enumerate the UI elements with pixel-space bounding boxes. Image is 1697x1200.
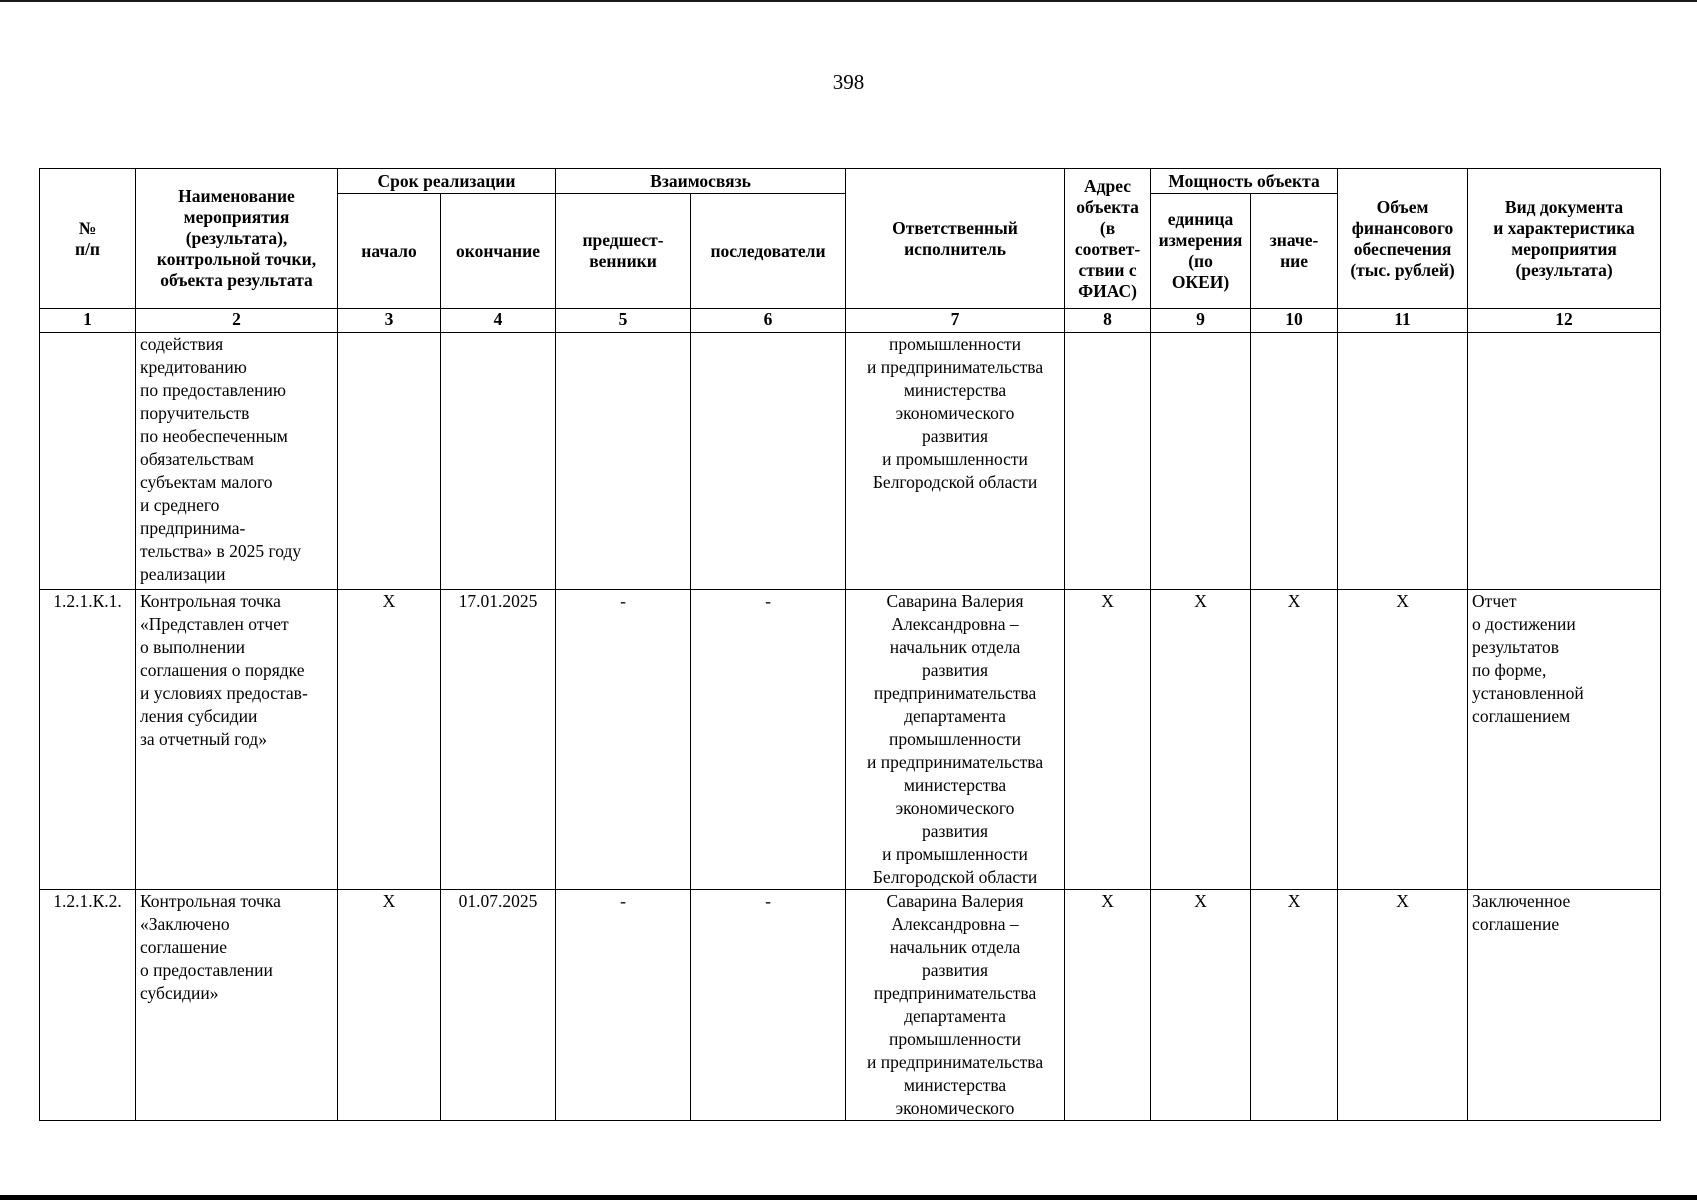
col-header-predecessors: предшест- венники	[556, 194, 691, 309]
table-row	[40, 333, 1661, 590]
page-number: 398	[832, 70, 865, 94]
cell-finance: X	[1338, 890, 1468, 1121]
cell-executor: Саварина Валерия Александровна – начальник отдела развития предпринимательства департамента промышленности и предпринимательства министерства экономического развития и промышленности Белгородской области	[846, 590, 1065, 890]
cell-executor: Саварина Валерия Александровна – начальник отдела развития предпринимательства департамента промышленности и предпринимательства министерства экономического	[846, 890, 1065, 1121]
cell-value: X	[1251, 890, 1338, 1121]
scan-bottom-edge	[0, 1195, 1697, 1200]
cell-num	[40, 333, 136, 590]
col-header-doc: Вид документа и характеристика мероприятия (результата)	[1468, 169, 1661, 309]
col-header-value: значе- ние	[1251, 194, 1338, 309]
column-number: 11	[1338, 309, 1468, 333]
header-row-top	[40, 169, 1661, 194]
table-row	[40, 590, 1661, 890]
cell-address: X	[1065, 590, 1151, 890]
col-header-relation: Взаимосвязь	[556, 169, 846, 194]
cell-successors: -	[691, 590, 846, 890]
cell-finance: X	[1338, 590, 1468, 890]
cell-unit: X	[1151, 890, 1251, 1121]
cell-unit: X	[1151, 590, 1251, 890]
col-header-finance: Объем финансового обеспечения (тыс. рублей)	[1338, 169, 1468, 309]
cell-predecessors: -	[556, 890, 691, 1121]
cell-end	[441, 333, 556, 590]
cell-doc	[1468, 333, 1661, 590]
column-number: 12	[1468, 309, 1661, 333]
col-header-period: Срок реализации	[338, 169, 556, 194]
cell-finance	[1338, 333, 1468, 590]
col-header-successors: последователи	[691, 194, 846, 309]
cell-num: 1.2.1.К.2.	[40, 890, 136, 1121]
col-header-unit: единица измерения (по ОКЕИ)	[1151, 194, 1251, 309]
col-header-start: начало	[338, 194, 441, 309]
col-header-capacity: Мощность объекта	[1151, 169, 1338, 194]
column-number: 1	[40, 309, 136, 333]
activities-table	[39, 168, 1661, 1121]
col-header-address: Адрес объекта (в соответ- ствии с ФИАС)	[1065, 169, 1151, 309]
col-header-executor: Ответственный исполнитель	[846, 169, 1065, 309]
cell-predecessors: -	[556, 590, 691, 890]
cell-start: X	[338, 590, 441, 890]
cell-doc: Отчет о достижении результатов по форме, установленной соглашением	[1468, 590, 1661, 890]
col-header-end: окончание	[441, 194, 556, 309]
column-number: 3	[338, 309, 441, 333]
cell-name: содействия кредитованию по предоставлению поручительств по необеспеченным обязательствам субъектам малого и среднего предпринима- тельства» в 2025 году реализации	[136, 333, 338, 590]
table-row	[40, 890, 1661, 1121]
column-number: 6	[691, 309, 846, 333]
cell-start: X	[338, 890, 441, 1121]
cell-executor: промышленности и предпринимательства министерства экономического развития и промышленности Белгородской области	[846, 333, 1065, 590]
cell-address	[1065, 333, 1151, 590]
cell-unit	[1151, 333, 1251, 590]
cell-value	[1251, 333, 1338, 590]
cell-name: Контрольная точка «Представлен отчет о выполнении соглашения о порядке и условиях предостав- ления субсидии за отчетный год»	[136, 590, 338, 890]
column-number: 5	[556, 309, 691, 333]
column-number: 2	[136, 309, 338, 333]
cell-end: 01.07.2025	[441, 890, 556, 1121]
column-number: 9	[1151, 309, 1251, 333]
cell-start	[338, 333, 441, 590]
cell-successors	[691, 333, 846, 590]
cell-successors: -	[691, 890, 846, 1121]
cell-num: 1.2.1.К.1.	[40, 590, 136, 890]
cell-address: X	[1065, 890, 1151, 1121]
cell-value: X	[1251, 590, 1338, 890]
column-number: 4	[441, 309, 556, 333]
cell-name: Контрольная точка «Заключено соглашение о предоставлении субсидии»	[136, 890, 338, 1121]
col-header-name: Наименование мероприятия (результата), контрольной точки, объекта результата	[136, 169, 338, 309]
column-number: 7	[846, 309, 1065, 333]
scan-top-edge	[0, 0, 1697, 2]
cell-predecessors	[556, 333, 691, 590]
cell-end: 17.01.2025	[441, 590, 556, 890]
cell-doc: Заключенное соглашение	[1468, 890, 1661, 1121]
column-number: 10	[1251, 309, 1338, 333]
column-number: 8	[1065, 309, 1151, 333]
column-numbers-row	[40, 309, 1661, 333]
col-header-num: № п/п	[40, 169, 136, 309]
